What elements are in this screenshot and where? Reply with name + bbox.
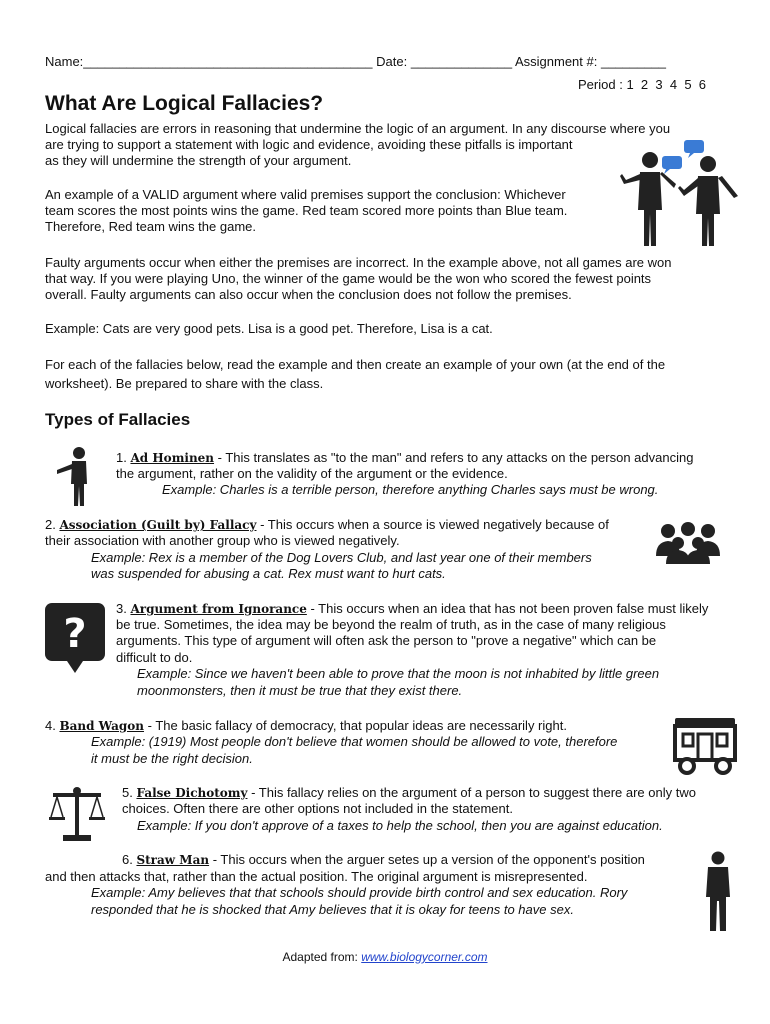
fallacy-4 (45, 718, 567, 734)
fallacy-3-desc-line2: be true. Sometimes, the idea may be beyond the realm of truth, as in the case of many religious (116, 617, 666, 632)
fallacy-6-desc-line2: and then attacks that, rather than the actual position. The original argument is misrepresented. (45, 869, 588, 884)
intro-p3-line1: Faulty arguments occur when either the premises are incorrect. In the example above, not all games are won (45, 255, 672, 270)
footer-link[interactable]: www.biologycorner.com (361, 950, 488, 964)
fallacy-3-name: Argument from Ignorance (130, 602, 307, 616)
intro-p2-line2: team scores the most points wins the game. Red team scored more points than Blue team. (45, 203, 568, 218)
intro-p2-line1: An example of a VALID argument where valid premises support the conclusion: Whichever (45, 187, 566, 202)
intro-p3-line2: that way. If you were playing Uno, the winner of the game would be the won who scored the fewest points (45, 271, 652, 286)
name-blank: ________________________________________ (83, 54, 373, 69)
fallacy-5-desc-line1: - This fallacy relies on the argument of a person to suggest there are only two (247, 785, 696, 800)
fallacy-3-example-line1: Example: Since we haven't been able to prove that the moon is not inhabited by little green (137, 666, 660, 681)
fallacy-2-example-line2: was suspended for abusing a cat. Rex must want to hurt cats. (91, 566, 446, 581)
question-mark-icon (45, 603, 105, 675)
types-heading: Types of Fallacies (45, 410, 191, 429)
fallacy-2-example-line1: Example: Rex is a member of the Dog Lovers Club, and last year one of their members (91, 550, 592, 565)
period-3: 3 (655, 77, 663, 92)
fallacy-3-example-line2: moonmonsters, then it must be true that they exist there. (137, 683, 463, 698)
footer-label: Adapted from: (282, 950, 358, 964)
fallacy-1-desc-line1: - This translates as "to the man" and refers to any attacks on the person advancing (214, 450, 694, 465)
fallacy-5-example: Example: If you don't approve of a taxes to help the school, then you are against education. (137, 818, 663, 833)
name-field (45, 54, 666, 70)
fallacy-4-name: Band Wagon (59, 719, 145, 733)
fallacy-6-name: Straw Man (136, 853, 210, 867)
fallacy-1-name: Ad Hominen (130, 451, 215, 465)
fallacy-4-example-line1: Example: (1919) Most people don't believe that women should be allowed to vote, therefore (91, 734, 618, 749)
person-pointing-icon (55, 446, 97, 508)
two-people-arguing-icon (618, 138, 740, 248)
fallacy-3-desc-line1: - This occurs when an idea that has not been proven false must likely (306, 601, 709, 616)
date-label: Date: (376, 54, 408, 69)
name-label: Name: (45, 54, 84, 69)
intro-p1-line2: are trying to support a statement with logic and evidence, avoiding these pitfalls is important (45, 137, 573, 152)
fallacy-4-num: 4. (45, 718, 56, 733)
fallacy-5 (122, 785, 696, 801)
intro-p5-line1: For each of the fallacies below, read the example and then create an example of your own (at the end of the (45, 357, 666, 372)
intro-p5-line2: worksheet). Be prepared to share with the class. (45, 376, 324, 391)
assignment-blank: _________ (600, 54, 667, 69)
fallacy-4-example-line2: it must be the right decision. (91, 751, 253, 766)
period-2: 2 (640, 77, 649, 92)
fallacy-6 (122, 852, 645, 868)
fallacy-6-desc-line1: - This occurs when the arguer setes up a version of the opponent's position (209, 852, 645, 867)
date-blank: ______________ (410, 54, 513, 69)
intro-p1-line3: as they will undermine the strength of your argument. (45, 153, 352, 168)
fallacy-6-num: 6. (122, 852, 133, 867)
page-title: What Are Logical Fallacies? (45, 92, 324, 115)
svg-text:?: ? (63, 611, 87, 657)
fallacy-5-desc-line2: choices. Often there are other options not included in the statement. (122, 801, 513, 816)
wagon-icon (671, 714, 739, 776)
fallacy-2-name: Association (Guilt by) Fallacy (59, 518, 257, 532)
intro-p1-line1: Logical fallacies are errors in reasoning that undermine the logic of an argument. In any discourse where you (45, 121, 671, 136)
fallacy-2-desc-line2: their association with another group who is viewed negatively. (45, 533, 400, 548)
fallacy-1-desc-line2: the argument, rather on the validity of the argument or the evidence. (116, 466, 508, 481)
fallacy-2-num: 2. (45, 517, 56, 532)
fallacy-6-example-line2: responded that he is shocked that Amy believes that it is okay for teens to have sex. (91, 902, 574, 917)
period-4: 4 (669, 77, 678, 92)
fallacy-1-example: Example: Charles is a terrible person, therefore anything Charles says must be wrong. (162, 482, 659, 497)
period-label: Period : (578, 77, 623, 92)
fallacy-4-desc-line1: - The basic fallacy of democracy, that popular ideas are necessarily right. (144, 718, 567, 733)
fallacy-5-name: False Dichotomy (136, 786, 248, 800)
fallacy-3-desc-line4: difficult to do. (116, 650, 193, 665)
fallacy-2-desc-line1: - This occurs when a source is viewed negatively because of (256, 517, 609, 532)
period-1: 1 (626, 77, 634, 92)
fallacy-1 (116, 450, 693, 466)
fallacy-5-num: 5. (122, 785, 133, 800)
intro-p2-line3: Therefore, Red team wins the game. (45, 219, 256, 234)
standing-person-icon (704, 851, 732, 933)
fallacy-3 (116, 601, 708, 617)
period-6: 6 (698, 77, 707, 92)
footer (0, 950, 770, 964)
fallacy-6-example-line1: Example: Amy believes that that schools should provide birth control and sex education. Rory (91, 885, 628, 900)
group-icon (654, 522, 722, 564)
fallacy-1-num: 1. (116, 450, 127, 465)
scales-icon (47, 785, 107, 845)
intro-p4: Example: Cats are very good pets. Lisa is a good pet. Therefore, Lisa is a cat. (45, 321, 493, 336)
period-5: 5 (684, 77, 692, 92)
fallacy-2 (45, 517, 609, 533)
assignment-label: Assignment #: (514, 54, 598, 69)
fallacy-3-desc-line3: arguments. This type of argument will often ask the person to "prove a negative" which can be (116, 633, 657, 648)
intro-p3-line3: overall. Faulty arguments can also occur when the conclusion does not follow the premises. (45, 287, 572, 302)
period-row (578, 77, 706, 93)
fallacy-3-num: 3. (116, 601, 127, 616)
